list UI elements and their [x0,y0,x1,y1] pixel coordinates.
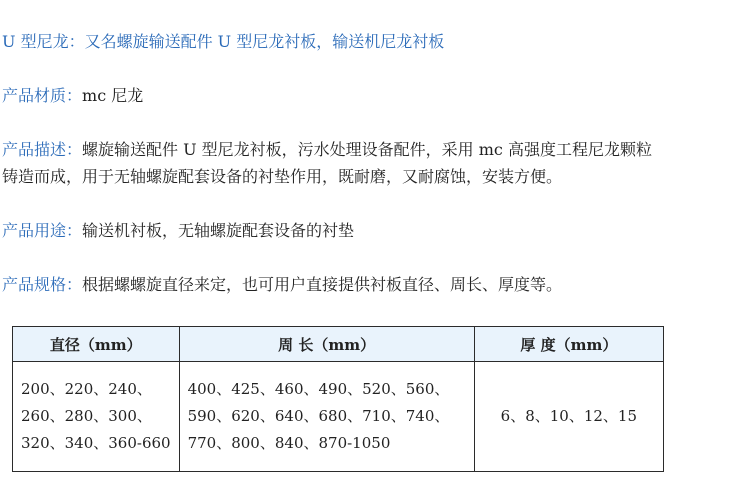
description-value-line1: 螺旋输送配件 U 型尼龙衬板，污水处理设备配件，采用 mc 高强度工程尼龙颗粒 [82,140,652,159]
header-perimeter: 周 长（mm） [179,327,474,362]
diameter-line: 260、280、300、 [21,407,152,425]
header-thickness: 厚 度（mm） [474,327,663,362]
spec-label: 产品规格： [2,275,83,294]
material-line [2,85,143,107]
diameter-cell [13,362,180,472]
table-row [13,362,664,472]
perimeter-cell [179,362,474,472]
diameter-line: 320、340、360-660 [21,434,171,452]
spec-table [12,326,664,472]
spec-value: 根据螺螺旋直径来定，也可用户直接提供衬板直径、周长、厚度等。 [82,275,563,294]
description-line [2,139,652,161]
perimeter-line: 400、425、460、490、520、560、 [187,380,450,398]
description-value-line2: 铸造而成，用于无轴螺旋配套设备的衬垫作用，既耐磨，又耐腐蚀，安装方便。 [2,167,563,186]
header-diameter: 直径（mm） [13,327,180,362]
perimeter-line: 590、620、640、680、710、740、 [187,407,450,425]
thickness-cell: 6、8、10、12、15 [474,362,663,472]
material-value: mc 尼龙 [82,86,144,105]
spec-table-header-row [13,327,664,362]
usage-line [2,220,354,242]
description-line-2 [2,166,562,188]
perimeter-line: 770、800、840、870-1050 [187,434,391,452]
usage-label: 产品用途： [2,221,83,240]
intro-line: U 型尼龙：又名螺旋输送配件 U 型尼龙衬板，输送机尼龙衬板 [2,32,445,51]
spec-line [2,274,562,296]
usage-value: 输送机衬板，无轴螺旋配套设备的衬垫 [82,221,355,240]
material-label: 产品材质： [2,86,83,105]
description-label: 产品描述： [2,140,83,159]
diameter-line: 200、220、240、 [21,380,152,398]
